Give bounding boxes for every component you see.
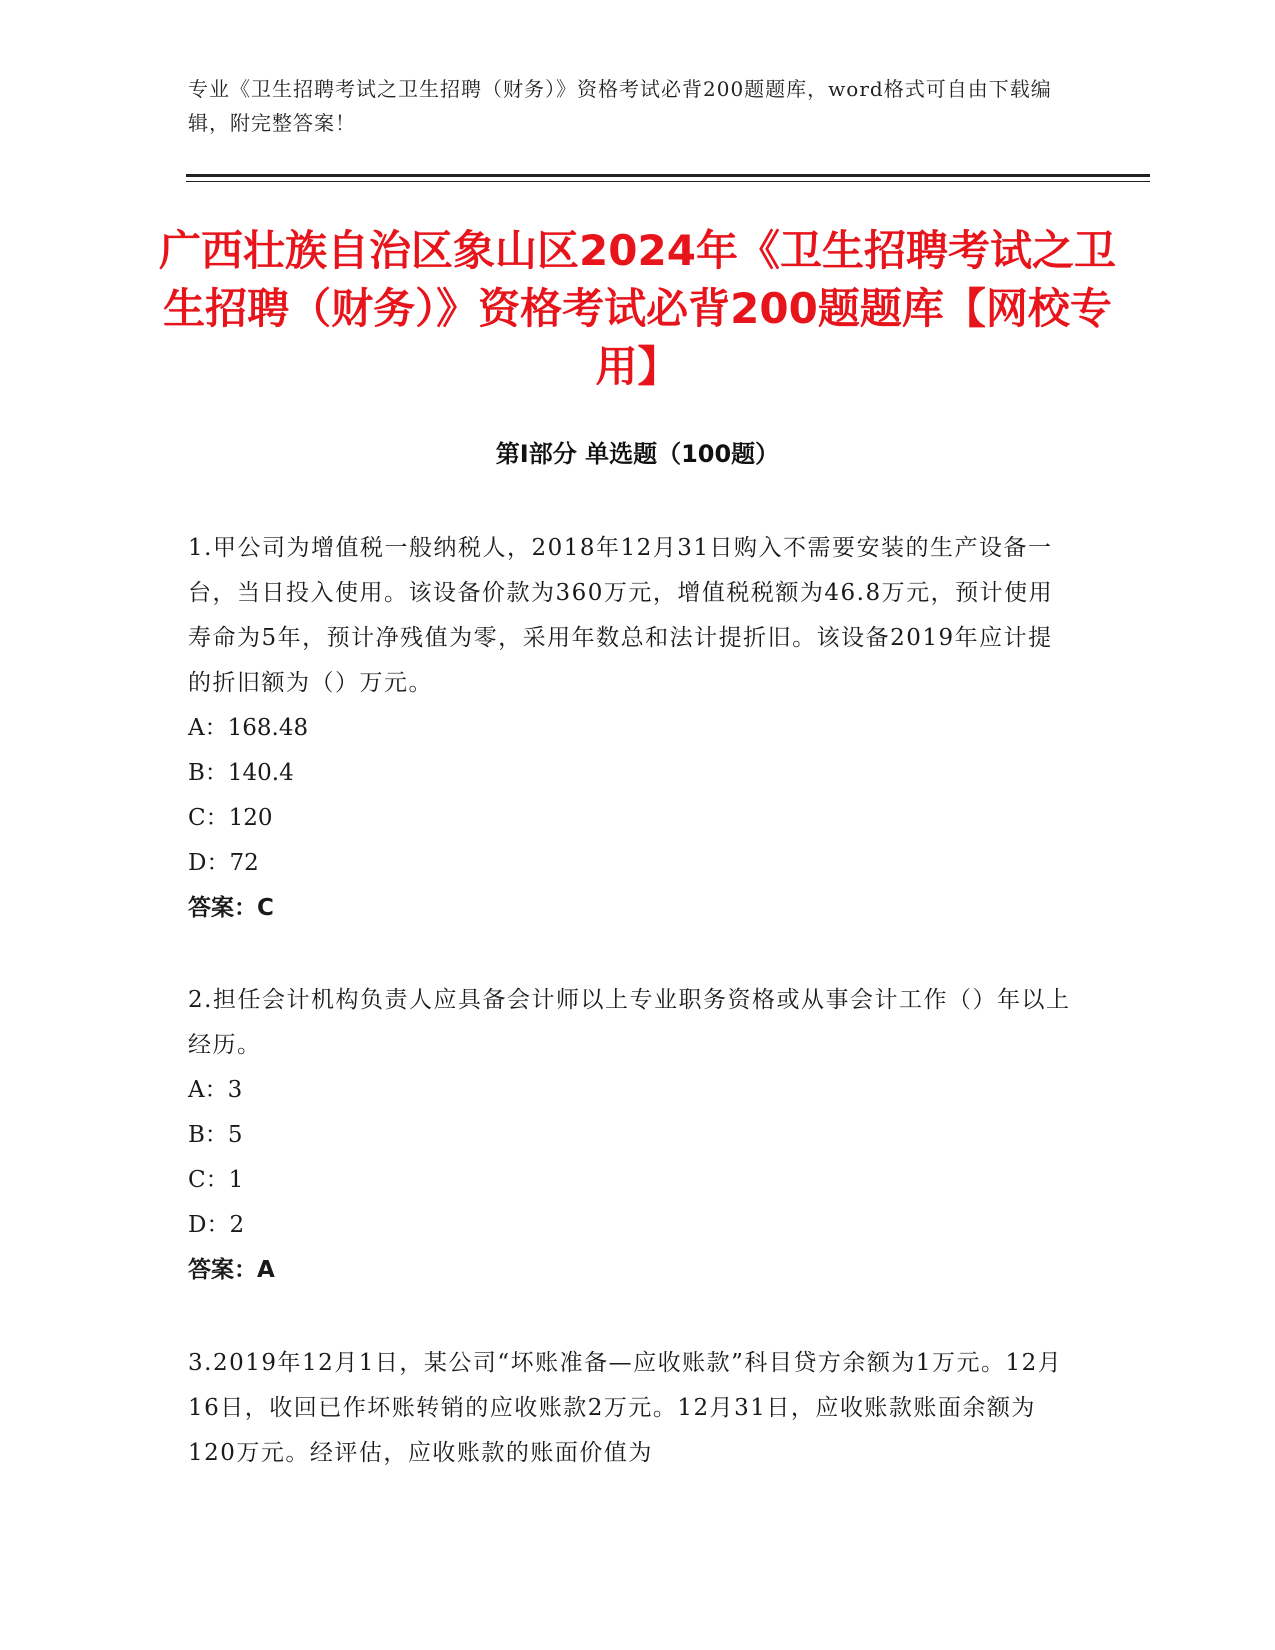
header-divider-thick bbox=[186, 174, 1150, 177]
section-title: 第Ⅰ部分 单选题（100题） bbox=[495, 440, 780, 468]
question-2 bbox=[188, 978, 1073, 1293]
option-a: A：168.48 bbox=[188, 715, 309, 741]
header-note: 专业《卫生招聘考试之卫生招聘（财务）》资格考试必背200题题库，word格式可自由下载编辑，附完整答案！ bbox=[188, 77, 1052, 135]
question-1 bbox=[188, 526, 1073, 931]
question-stem: 1.甲公司为增值税一般纳税人，2018年12月31日购入不需要安装的生产设备一台，当日投入使用。该设备价款为360万元，增值税税额为46.8万元，预计使用寿命为5年，预计净残值为零，采用年数总和法计提折旧。该设备2019年应计提的折旧额为（）万元。 bbox=[188, 535, 1054, 696]
option-c: C：120 bbox=[188, 805, 273, 831]
question-stem: 3.2019年12月1日，某公司“坏账准备—应收账款”科目贷方余额为1万元。12月16日，收回已作坏账转销的应收账款2万元。12月31日，应收账款账面余额为120万元。经评估，应收账款的账面价值为 bbox=[188, 1350, 1063, 1466]
option-c: C：1 bbox=[188, 1167, 244, 1193]
document-title: 广西壮族自治区象山区2024年《卫生招聘考试之卫生招聘（财务）》资格考试必背200题题库【网校专用】 bbox=[159, 226, 1116, 391]
option-d: D：72 bbox=[188, 850, 259, 876]
answer: 答案：C bbox=[188, 895, 274, 921]
option-b: B：140.4 bbox=[188, 760, 294, 786]
option-d: D：2 bbox=[188, 1212, 245, 1238]
header-divider-thin bbox=[186, 181, 1150, 182]
option-b: B：5 bbox=[188, 1122, 243, 1148]
option-a: A：3 bbox=[188, 1077, 243, 1103]
answer: 答案：A bbox=[188, 1257, 275, 1283]
question-3 bbox=[188, 1341, 1073, 1476]
question-stem: 2.担任会计机构负责人应具备会计师以上专业职务资格或从事会计工作（）年以上经历。 bbox=[188, 987, 1071, 1058]
